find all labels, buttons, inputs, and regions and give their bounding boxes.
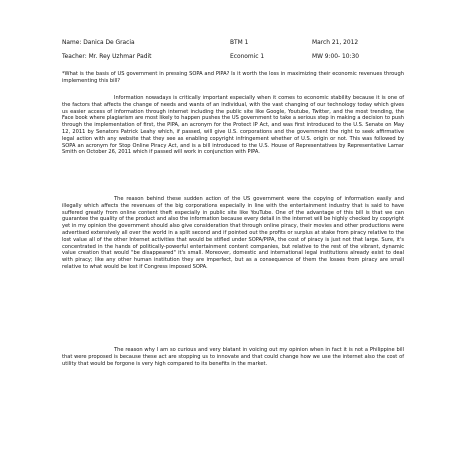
section-label: BTM 1 (230, 40, 249, 46)
paragraph-2: The reason behind these sudden action of the US government were the copying of information easily and illegally which affects the revenues of the big corporations especially in line with the entertainment industry that is said to have suffered greatly from online content theft especially in public site like YouTube. One of the advantage of this bill is that we can guarantee the quality of the product and also the information because every detail in the internet will be highly checked by copyright yet in my opinion the government should also give consideration that through online piracy, their movies and other productions were advertised extensively all over the world in a split second and if pointed out the profits or surplus at stake from piracy relative to the lost value all of the other Internet activities that would be stifled under SOPA/PIPA, the cost of piracy is just not that large. Sure, it's concentrated in the hands of politically-powerful entertainment content companies, but relative to the rest of the vibrant, dynamic value creation that would "be disappeared" it's small. Moreover, domestic and international legal institutions already exist to deal with piracy; like any other human institution they are imperfect, but as a consequence of them the losses from piracy are small relative to what would be lost if Congress imposed SOPA. (62, 196, 404, 270)
question-text: *What is the basis of US government in pressing SOPA and PIPA? Is it worth the loss in maximizing their economic revenues through implementing this bill? (62, 71, 404, 84)
paragraph-1: Information nowadays is critically important especially when it comes to economic stability because it is one of the factors that affects the change of needs and wants of an individual, with the vast changing of our technology today which gives us easier access of information through internet including the public site like Google, Youtube, Twitter, and the most trending, the Face book where plagiarism are most likely to happen pushes the US government to take a serious step in making a decision to push through the implementation of first, the PIPA, an acronym for the Protect IP Act, and was first introduced to the U.S. Senate on May 12, 2011 by Senators Patrick Leahy which, if passed, will give U.S. corporations and the government the right to seek affirmative legal action with any website that they see as enabling copyright infringement whether of U.S. origin or not. This was followed by SOPA an acronym for Stop Online Piracy Act, and is a bill introduced to the U.S. House of Representatives by Representative Lamar Smith on October 26, 2011 which if passed will work in conjunction with PIPA. (62, 95, 404, 156)
date-label: March 21, 2012 (312, 40, 359, 46)
schedule-label: MW 9:00- 10:30 (312, 54, 359, 60)
student-name: Name: Danica De Gracia (62, 40, 135, 46)
teacher-name: Teacher: Mr. Rey Uzhmar Padit (62, 54, 152, 60)
subject-label: Economic 1 (230, 54, 265, 60)
paragraph-3: The reason why I am so curious and very blatant in voicing out my opinion when in fact it is not a Philippine bill that were proposed is because these act are stopping us to innovate and that could change how we use the internet also the cost of utility that would be forgone is very high compared to its benefits in the market. (62, 347, 404, 367)
